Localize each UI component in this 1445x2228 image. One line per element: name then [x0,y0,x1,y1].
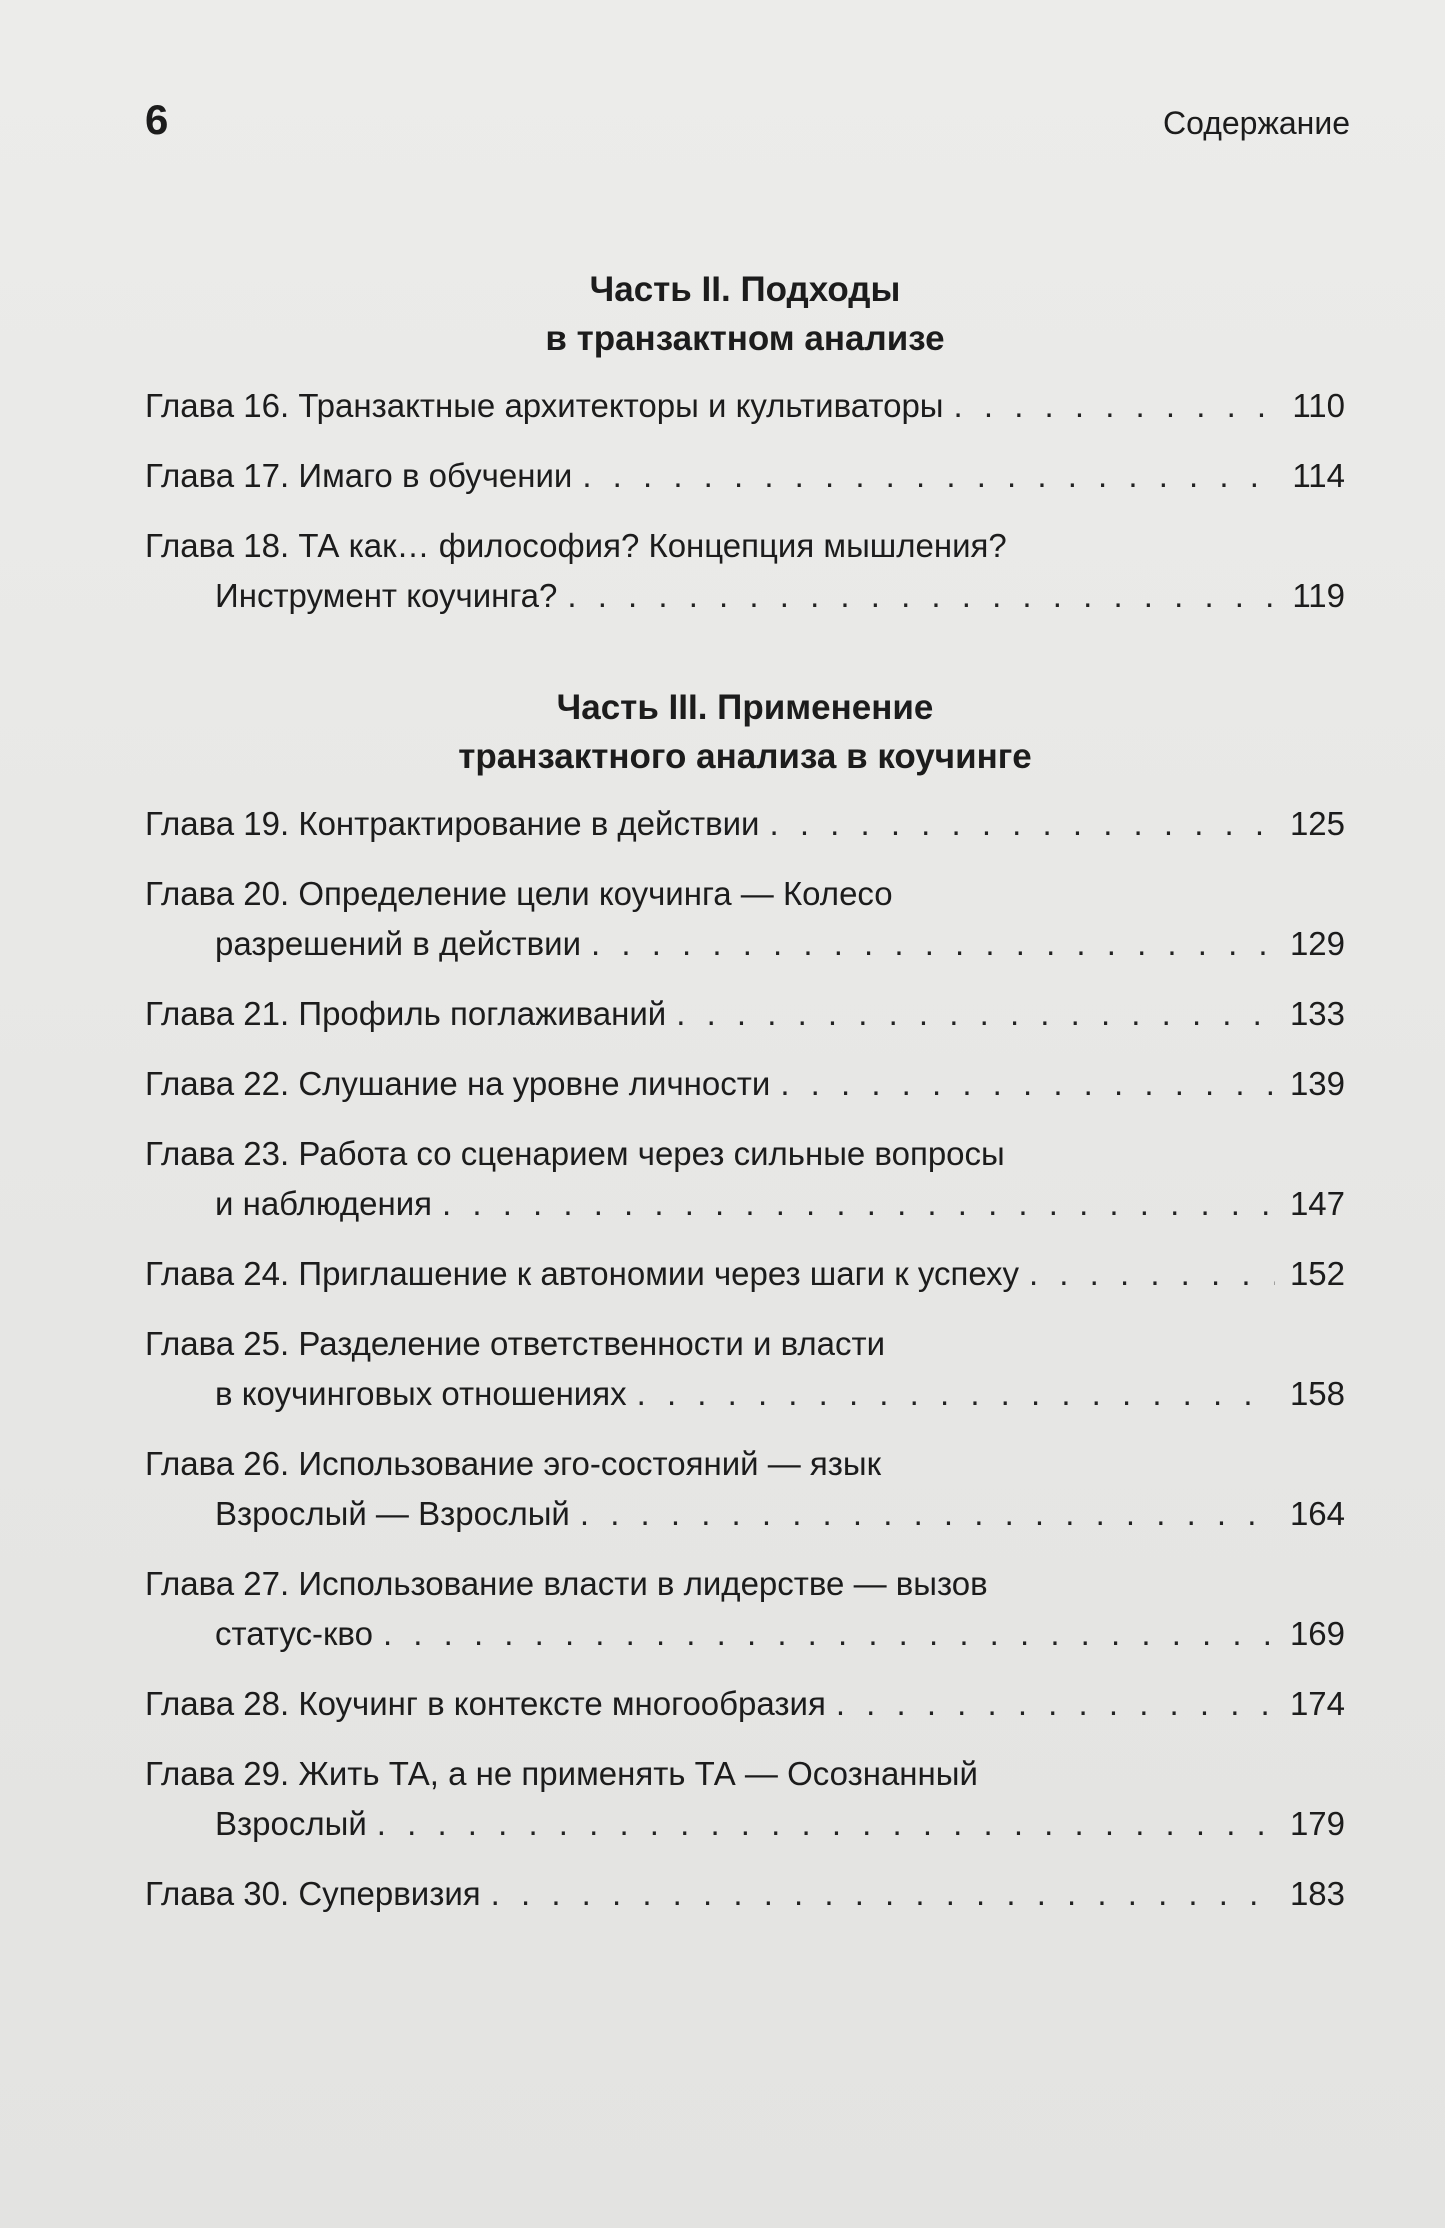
toc-entry-page-number: 164 [1289,1495,1345,1532]
toc-entry-line [145,451,1345,501]
toc-entry-title: Глава 21. Профиль поглаживаний [145,995,667,1032]
toc-entry-page-number: 169 [1289,1615,1345,1652]
section-title-line: Часть III. Применение [556,688,934,727]
toc-entry[interactable] [145,1749,1345,1849]
section-title-line: в транзактном анализе [545,319,945,358]
dot-leader [582,451,1275,501]
toc-entry-page-number: 125 [1289,805,1345,842]
toc-entry-line [145,1439,1345,1489]
toc-entry-line [145,1319,1345,1369]
toc-entry-page-number: 179 [1289,1805,1345,1842]
dot-leader [442,1179,1275,1229]
toc-entry[interactable] [145,1319,1345,1419]
dot-leader [769,799,1275,849]
toc-entry-title: Глава 16. Транзактные архитекторы и культиваторы [145,387,944,424]
toc-entry-page-number: 119 [1292,577,1345,614]
dot-leader [567,571,1275,621]
toc-entry-title: статус-кво [215,1615,373,1652]
toc-entry-page-number: 158 [1289,1375,1345,1412]
toc-entry-title: Инструмент коучинга? [215,577,558,614]
toc-entry-title: Глава 27. Использование власти в лидерстве — вызов [145,1565,988,1602]
dot-leader [836,1679,1275,1729]
toc-entry-page-number: 114 [1292,457,1345,494]
dot-leader [1029,1249,1275,1299]
toc-entry[interactable] [145,1129,1345,1229]
toc-entry[interactable] [145,1059,1345,1109]
toc-entry[interactable] [145,1679,1345,1729]
toc-entry-line [145,1609,1345,1659]
toc-entry-line [145,1369,1345,1419]
table-of-contents [145,265,1345,1939]
toc-entry-title: Глава 30. Супервизия [145,1875,481,1912]
dot-leader [637,1369,1275,1419]
toc-entry-line [145,1869,1345,1919]
section-title [145,265,1345,363]
toc-entry-title: разрешений в действии [215,925,582,962]
toc-entry-line [145,1559,1345,1609]
toc-entry-line [145,521,1345,571]
toc-entry-line [145,1179,1345,1229]
toc-entry-line [145,1129,1345,1179]
toc-entry-title: Глава 25. Разделение ответственности и власти [145,1325,886,1362]
toc-entry-line [145,1249,1345,1299]
dot-leader [954,381,1275,431]
toc-entry[interactable] [145,1869,1345,1919]
toc-entry-line [145,1749,1345,1799]
dot-leader [383,1609,1275,1659]
toc-entry[interactable] [145,381,1345,431]
running-head-title: Содержание [1162,105,1350,141]
toc-entry-line [145,799,1345,849]
section-title-line: транзактного анализа в коучинге [458,737,1032,776]
dot-leader [676,989,1275,1039]
toc-entry-line [145,571,1345,621]
section-title-line: Часть II. Подходы [589,270,901,309]
toc-entry-page-number: 110 [1292,387,1345,424]
toc-entry-line [145,1679,1345,1729]
toc-entry-page-number: 133 [1289,995,1345,1032]
dot-leader [491,1869,1275,1919]
toc-entry-page-number: 174 [1289,1685,1345,1722]
toc-entry-title: и наблюдения [215,1185,433,1222]
page-number: 6 [145,96,169,143]
toc-section [145,683,1345,1919]
toc-entry[interactable] [145,451,1345,501]
toc-entry-page-number: 152 [1289,1255,1345,1292]
dot-leader [591,919,1275,969]
toc-entry-title: Взрослый — Взрослый [215,1495,570,1532]
toc-entry[interactable] [145,521,1345,621]
toc-entry-line [145,1799,1345,1849]
toc-entry-line [145,869,1345,919]
toc-entry[interactable] [145,1249,1345,1299]
toc-entry-page-number: 139 [1289,1065,1345,1102]
toc-entry-title: в коучинговых отношениях [215,1375,627,1412]
toc-entry-line [145,1489,1345,1539]
toc-entry-title: Глава 22. Слушание на уровне личности [145,1065,771,1102]
toc-entry-title: Глава 28. Коучинг в контексте многообразия [145,1685,826,1722]
toc-entry[interactable] [145,1559,1345,1659]
toc-entry-title: Глава 20. Определение цели коучинга — Колесо [145,875,893,912]
toc-entry[interactable] [145,1439,1345,1539]
toc-entry[interactable] [145,869,1345,969]
toc-section [145,265,1345,621]
toc-entry-title: Взрослый [215,1805,367,1842]
toc-entry-title: Глава 18. ТА как… философия? Концепция мышления? [145,527,1007,564]
running-head [145,95,1350,155]
toc-entry-page-number: 129 [1289,925,1345,962]
toc-entry-page-number: 183 [1289,1875,1345,1912]
toc-entry-title: Глава 17. Имаго в обучении [145,457,573,494]
toc-entry-line [145,989,1345,1039]
toc-entry[interactable] [145,799,1345,849]
section-title [145,683,1345,781]
toc-entry-title: Глава 24. Приглашение к автономии через шаги к успеху [145,1255,1019,1292]
toc-entry[interactable] [145,989,1345,1039]
dot-leader [377,1799,1275,1849]
dot-leader [780,1059,1275,1109]
toc-entry-line [145,1059,1345,1109]
dot-leader [580,1489,1275,1539]
toc-entry-line [145,381,1345,431]
toc-entry-title: Глава 23. Работа со сценарием через сильные вопросы [145,1135,1005,1172]
toc-entry-page-number: 147 [1289,1185,1345,1222]
toc-entry-line [145,919,1345,969]
toc-entry-title: Глава 29. Жить ТА, а не применять ТА — Осознанный [145,1755,978,1792]
toc-entry-title: Глава 26. Использование эго-состояний — язык [145,1445,882,1482]
toc-entry-title: Глава 19. Контрактирование в действии [145,805,760,842]
